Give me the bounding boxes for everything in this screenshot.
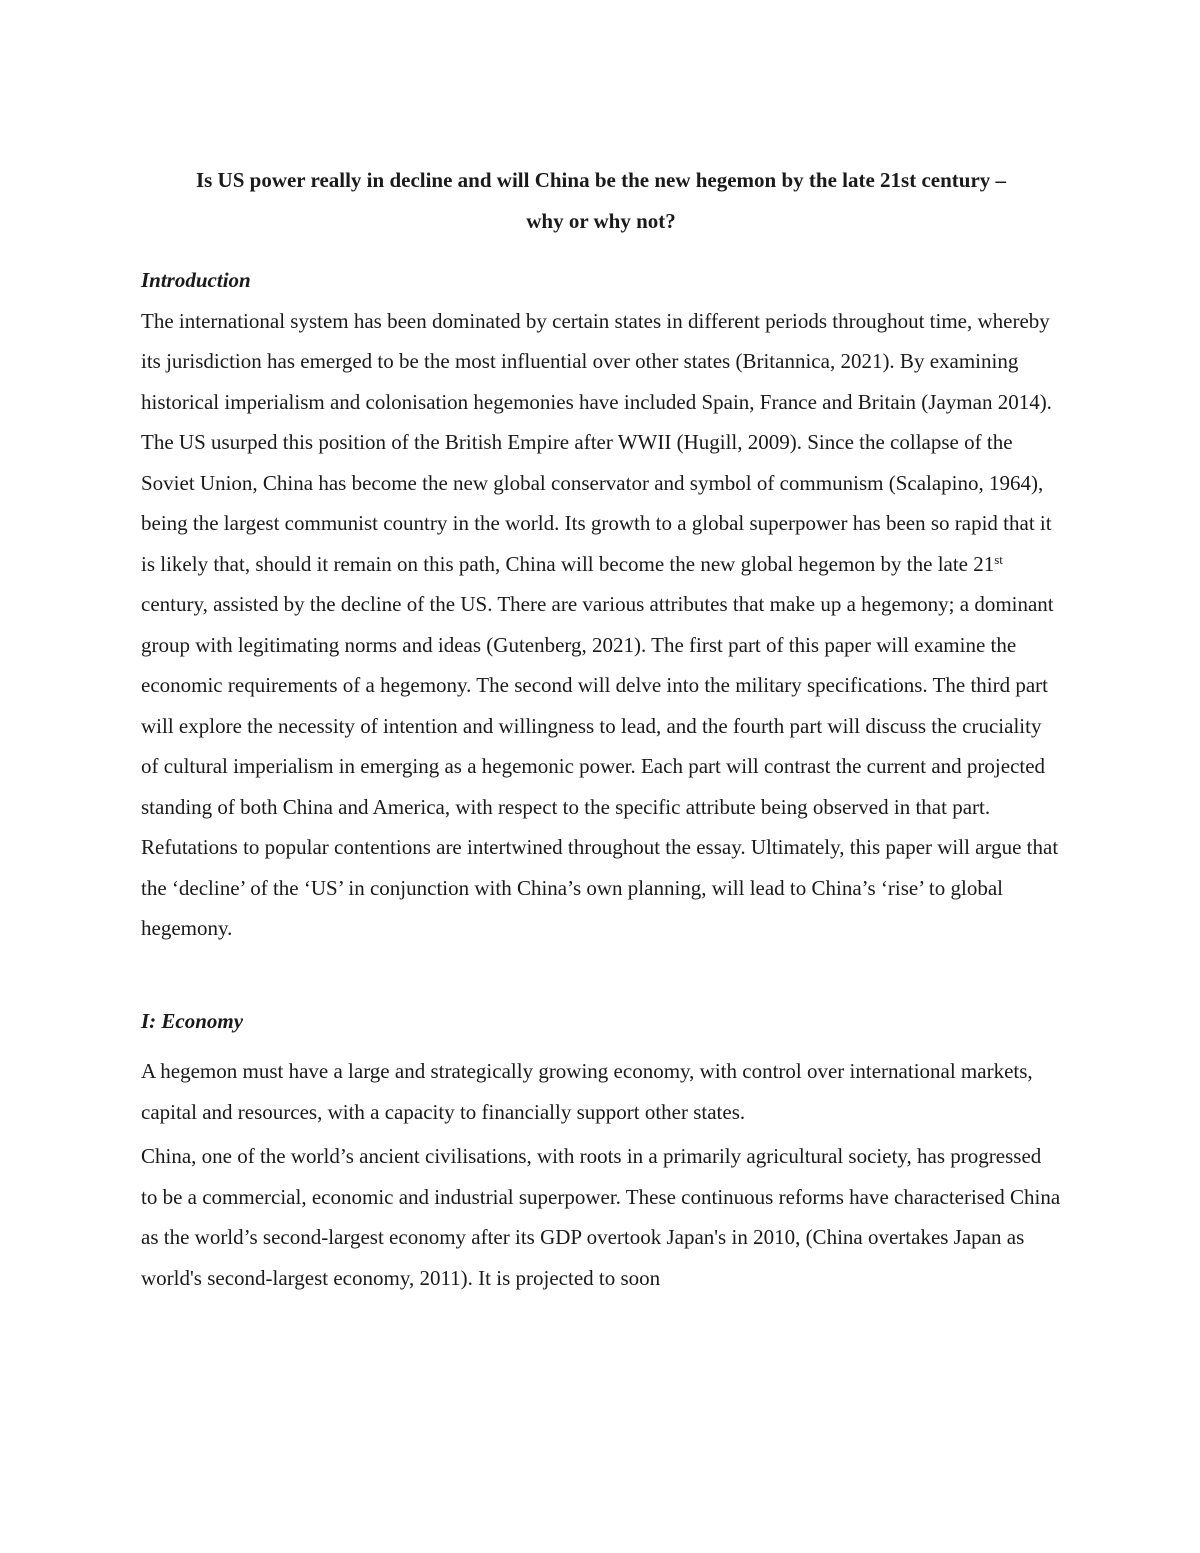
title-line-1: Is US power really in decline and will China be the new hegemon by the late 21st century – xyxy=(195,168,1007,192)
introduction-heading: Introduction xyxy=(141,268,251,292)
ordinal-superscript: st xyxy=(994,551,1003,567)
introduction-paragraph xyxy=(141,301,1061,949)
economy-heading: I: Economy xyxy=(141,1008,244,1033)
economy-paragraph-2: China, one of the world’s ancient civilisations, with roots in a primarily agricultural society, has progressed to be a commercial, economic and industrial superpower. These continuous reforms have characterised China as the world’s second-largest economy after its GDP overtook Japan's in 2010, (China overtakes Japan as world's second-largest economy, 2011). It is projected to soon xyxy=(141,1144,1061,1290)
document-title xyxy=(141,160,1061,241)
introduction-text-part-1: The international system has been dominated by certain states in different periods throughout time, whereby its jurisdiction has emerged to be the most influential over other states (Britannica, 2021). By examining historical imperialism and colonisation hegemonies have included Spain, France and Britain (Jayman 2014). The US usurped this position of the British Empire after WWII (Hugill, 2009). Since the collapse of the Soviet Union, China has become the new global conservator and symbol of communism (Scalapino, 1964), being the largest communist country in the world. Its growth to a global superpower has been so rapid that it is likely that, should it remain on this path, China will become the new global hegemon by the late 21 xyxy=(141,308,1052,576)
introduction-text-part-2: century, assisted by the decline of the US. There are various attributes that make up a hegemony; a dominant group with legitimating norms and ideas (Gutenberg, 2021). The first part of this paper will examine the economic requirements of a hegemony. The second will delve into the military specifications. The third part will explore the necessity of intention and willingness to lead, and the fourth part will discuss the cruciality of cultural imperialism in emerging as a hegemonic power. Each part will contrast the current and projected standing of both China and America, with respect to the specific attribute being observed in that part. Refutations to popular contentions are intertwined throughout the essay. Ultimately, this paper will argue that the ‘decline’ of the ‘US’ in conjunction with China’s own planning, will lead to China’s ‘rise’ to global hegemony. xyxy=(141,592,1059,940)
title-line-2: why or why not? xyxy=(526,208,676,233)
economy-paragraph-1: A hegemon must have a large and strategically growing economy, with control over international markets, capital and resources, with a capacity to financially support other states. xyxy=(141,1059,1033,1124)
document-page xyxy=(141,160,1061,1298)
